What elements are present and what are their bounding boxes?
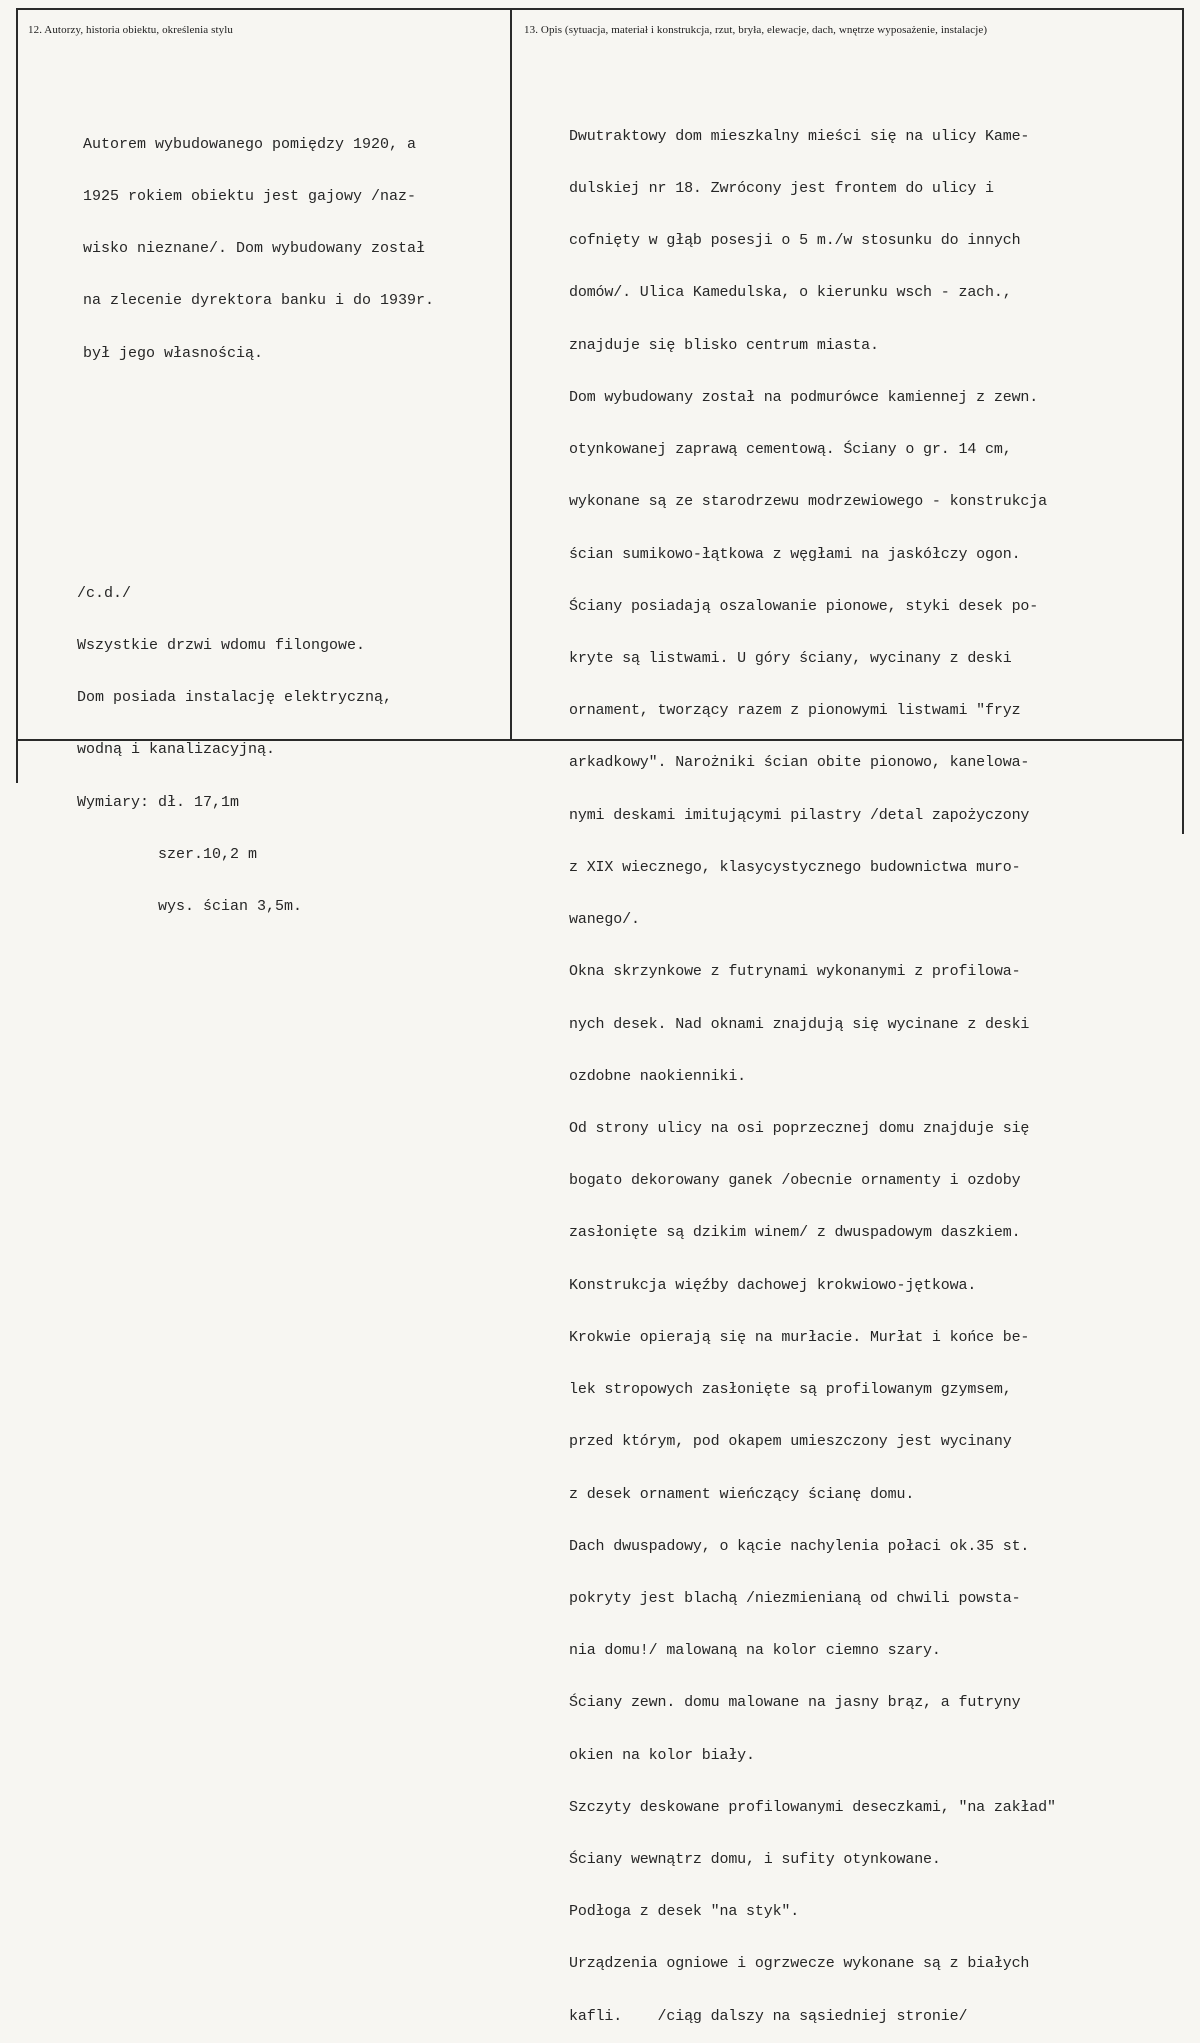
text-line: Ściany wewnątrz domu, i sufity otynkowane. xyxy=(569,1851,941,1869)
text-line: przed którym, pod okapem umieszczony jest wycinany xyxy=(569,1433,1012,1451)
column-divider xyxy=(510,8,512,740)
text-line: Ściany zewn. domu malowane na jasny brąz, a futryny xyxy=(569,1694,1021,1712)
continued-notes-text xyxy=(77,550,392,933)
text-line: ozdobne naokienniki. xyxy=(569,1067,747,1085)
section-12-header: 12. Autorzy, historia obiektu, określenia stylu xyxy=(28,24,234,36)
text-line: nymi deskami imitującymi pilastry /detal zapożyczony xyxy=(569,806,1030,824)
text-line: Krokwie opierają się na murłacie. Murłat i końce be- xyxy=(569,1328,1030,1346)
text-line: otynkowanej zaprawą cementową. Ściany o gr. 14 cm, xyxy=(569,441,1012,459)
text-line: ścian sumikowo-łątkowa z węgłami na jaskółczy ogon. xyxy=(569,545,1021,563)
text-line: był jego własnością. xyxy=(83,344,264,362)
text-line: z desek ornament wieńczący ścianę domu. xyxy=(569,1485,915,1503)
text-line: Dom wybudowany został na podmurówce kamiennej z zewn. xyxy=(569,388,1039,406)
authors-history-text xyxy=(83,101,434,380)
text-line: nych desek. Nad oknami znajdują się wycinane z deski xyxy=(569,1015,1030,1033)
text-line: wodną i kanalizacyjną. xyxy=(77,741,276,759)
text-line: Od strony ulicy na osi poprzecznej domu znajduje się xyxy=(569,1119,1030,1137)
text-line: Podłoga z desek "na styk". xyxy=(569,1903,800,1921)
text-line: znajduje się blisko centrum miasta. xyxy=(569,336,879,354)
text-line: ornament, tworzący razem z pionowymi listwami "fryz xyxy=(569,702,1021,720)
text-line: kryte są listwami. U góry ściany, wycinany z deski xyxy=(569,650,1012,667)
text-line: Urządzenia ogniowe i ogrzwecze wykonane są z białych xyxy=(569,1955,1030,1973)
text-line: Dwutraktowy dom mieszkalny mieści się na ulicy Kame- xyxy=(569,127,1030,145)
right-border-rule xyxy=(1182,8,1184,834)
text-line: dulskiej nr 18. Zwrócony jest frontem do ulicy i xyxy=(569,180,994,198)
text-line: bogato dekorowany ganek /obecnie ornamenty i ozdoby xyxy=(569,1172,1021,1190)
text-line: domów/. Ulica Kamedulska, o kierunku wsch - zach., xyxy=(569,284,1012,302)
text-line: Dom posiada instalację elektryczną, xyxy=(77,689,393,707)
text-line: Okna skrzynkowe z futrynami wykonanymi z profilowa- xyxy=(569,963,1021,981)
text-line: 1925 rokiem obiektu jest gajowy /naz- xyxy=(83,188,417,206)
text-line: lek stropowych zasłonięte są profilowanym gzymsem, xyxy=(569,1381,1012,1399)
text-line: arkadkowy". Narożniki ścian obite pionowo, kanelowa- xyxy=(569,754,1030,772)
text-line: Konstrukcja więźby dachowej krokwiowo-jętkowa. xyxy=(569,1276,977,1294)
text-line: na zlecenie dyrektora banku i do 1939r. xyxy=(83,292,435,310)
section-13-header: 13. Opis (sytuacja, materiał i konstrukcja, rzut, bryła, elewacje, dach, wnętrze wyposażenie, instalacje) xyxy=(524,24,988,36)
text-line: nia domu!/ malowaną na kolor ciemno szary. xyxy=(569,1642,941,1660)
text-line: pokryty jest blachą /niezmienianą od chwili powsta- xyxy=(569,1589,1021,1607)
text-line: wys. ścian 3,5m. xyxy=(77,898,303,916)
building-description-text xyxy=(569,93,1056,2043)
text-line: zasłonięte są dzikim winem/ z dwuspadowym daszkiem. xyxy=(569,1224,1021,1242)
text-line: Autorem wybudowanego pomiędzy 1920, a xyxy=(83,135,417,153)
text-line: szer.10,2 m xyxy=(77,845,258,863)
text-line: Wszystkie drzwi wdomu filongowe. xyxy=(77,637,366,655)
text-line: kafli. /ciąg dalszy na sąsiedniej stronie/ xyxy=(569,2007,968,2025)
text-line: cofnięty w głąb posesji o 5 m./w stosunku do innych xyxy=(569,232,1021,250)
text-line: Dach dwuspadowy, o kącie nachylenia połaci ok.35 st. xyxy=(569,1537,1030,1555)
text-line: z XIX wiecznego, klasycystycznego budownictwa muro- xyxy=(569,858,1021,876)
left-border-rule xyxy=(16,8,18,783)
text-line: Szczyty deskowane profilowanymi deseczkami, "na zakład" xyxy=(569,1798,1056,1816)
text-line: wisko nieznane/. Dom wybudowany został xyxy=(83,240,426,258)
text-line: /c.d./ xyxy=(77,584,132,602)
text-line: wanego/. xyxy=(569,911,640,929)
text-line: Wymiary: dł. 17,1m xyxy=(77,793,240,811)
text-line: Ściany posiadają oszalowanie pionowe, styki desek po- xyxy=(569,597,1039,615)
text-line: wykonane są ze starodrzewu modrzewiowego - konstrukcja xyxy=(569,493,1047,511)
text-line: okien na kolor biały. xyxy=(569,1746,755,1764)
